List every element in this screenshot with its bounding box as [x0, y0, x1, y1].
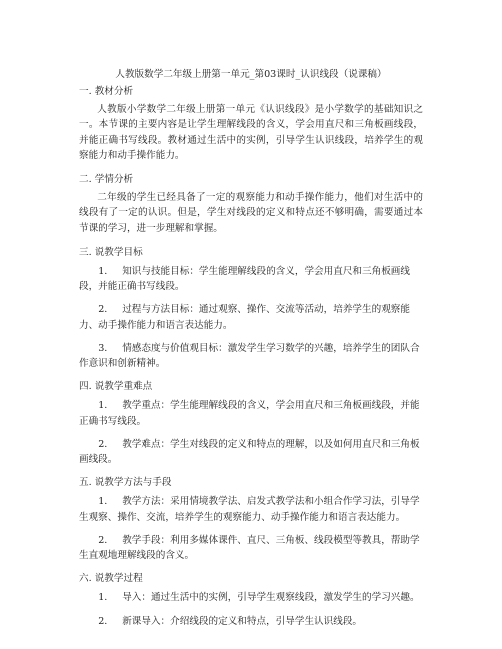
list-item-number: 2.	[98, 438, 108, 450]
section-paragraph-2: 二年级的学生已经具备了一定的观察能力和动手操作能力，他们对生活中的线段有了一定的认识。但是，学生对线段的定义和特点还不够明确，需要通过本节课的学习，进一步理解和掌握。	[79, 192, 423, 234]
list-item-number: 2.	[98, 615, 108, 627]
list-item	[79, 494, 423, 524]
list-item-text: 教学难点：学生对线段的定义和特点的理解，以及如何用直尺和三角板画线段。	[79, 438, 420, 465]
list-item-text: 教学重点：学生能理解线段的含义，学会用直尺和三角板画线段，并能正确书写线段。	[79, 400, 420, 427]
list-item-text: 过程与方法目标：通过观察、操作、交流等活动，培养学生的观察能力、动手操作能力和语言表达能力。	[79, 304, 410, 331]
list-item-number: 1.	[98, 400, 108, 412]
section-heading-6: 六. 说教学过程	[79, 573, 143, 585]
list-item	[79, 614, 423, 629]
list-item-number: 3.	[98, 342, 108, 354]
list-item-number: 1.	[98, 265, 108, 277]
list-item-text: 知识与技能目标：学生能理解线段的含义，学会用直尺和三角板画线段，并能正确书写线段。	[79, 265, 410, 293]
document-body	[79, 84, 423, 637]
list-item-number: 2.	[98, 304, 108, 316]
list-item	[79, 590, 423, 605]
list-item-text: 情感态度与价值观目标：激发学生学习数学的兴趣，培养学生的团队合作意识和创新精神。	[79, 342, 420, 369]
list-item-text: 教学方法：采用情境教学法、启发式教学法和小组合作学习法，引导学生观察、操作、交流，培养学生的观察能力、动手操作能力和语言表达能力。	[79, 496, 420, 523]
list-item	[79, 341, 423, 371]
section-heading-2: 二. 学情分析	[79, 174, 134, 185]
section-heading-3: 三. 说教学目标	[79, 246, 143, 258]
list-item-text: 导入：通过生活中的实例，引导学生观察线段，激发学生的学习兴趣。	[122, 592, 420, 604]
list-item	[79, 398, 423, 428]
section-heading-1: 一. 教材分析	[79, 86, 134, 97]
list-item-number: 1.	[98, 496, 108, 508]
list-item-number: 1.	[98, 592, 108, 604]
list-item-number: 2.	[98, 534, 108, 546]
section-heading-4: 四. 说教学重难点	[79, 381, 153, 393]
list-item	[79, 302, 423, 332]
list-item-text: 教学手段：利用多媒体课件、直尺、三角板、线段模型等教具，帮助学生直观地理解线段的含义。	[79, 534, 420, 561]
section-heading-5: 五. 说教学方法与手段	[79, 477, 172, 489]
list-item	[79, 264, 423, 294]
list-item-text: 新课导入：介绍线段的定义和特点，引导学生认识线段。	[122, 615, 363, 627]
document-title: 人教版数学二年级上册第一单元_第03课时_认识线段（说课稿）	[115, 69, 387, 80]
list-item	[79, 437, 423, 467]
list-item	[79, 533, 423, 563]
section-paragraph-1: 人教版小学数学二年级上册第一单元《认识线段》是小学数学的基础知识之一。本节课的主要内容是让学生理解线段的含义，学会用直尺和三角板画线段，并能正确书写线段。教材通过生活中的实例，引导学生认识线段，培养学生的观察能力和动手操作能力。	[79, 104, 423, 161]
